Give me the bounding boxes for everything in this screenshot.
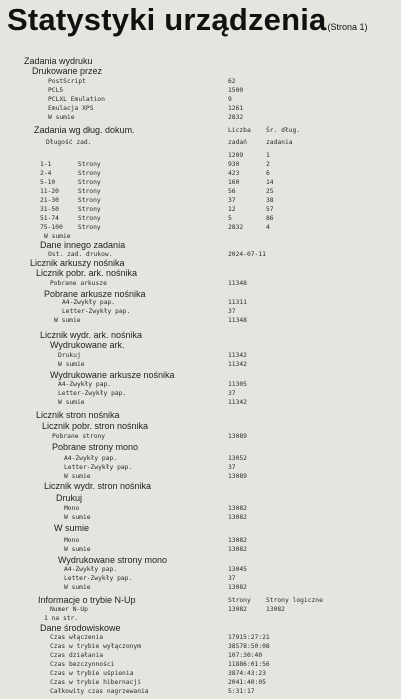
stat-label: 1-1 Strony	[40, 161, 101, 168]
stat-row	[0, 432, 401, 441]
stat-value: 1500	[228, 87, 244, 94]
stat-label: Letter-Zwykły pap.	[64, 464, 133, 471]
stat-value: 13082	[228, 537, 247, 544]
stat-row	[0, 454, 401, 463]
stat-value-secondary: zadania	[266, 139, 293, 146]
stat-value: 11342	[228, 361, 247, 368]
stat-value: 13089	[228, 433, 247, 440]
stat-value-secondary: 1	[266, 152, 270, 159]
stat-value: 930	[228, 161, 240, 168]
stat-row	[0, 545, 401, 554]
stat-row	[0, 151, 401, 160]
stat-row	[0, 660, 401, 669]
section-heading: Zadania wydruku	[24, 56, 93, 66]
stat-label: W sumie	[64, 514, 91, 521]
stat-value-secondary: 38	[266, 197, 274, 204]
stat-label: Letter-Zwykły pap.	[64, 575, 133, 582]
stat-label: Letter-Zwykły pap.	[58, 390, 127, 397]
page-number-label: (Strona 1)	[327, 22, 368, 32]
stat-row	[0, 113, 401, 122]
stat-label: Drukuj	[58, 352, 81, 359]
page-title	[7, 2, 368, 38]
stat-value: 11305	[228, 381, 247, 388]
stat-value: 13082	[228, 584, 247, 591]
stat-row	[0, 138, 401, 147]
stat-value: 12	[228, 206, 236, 213]
stat-row	[0, 605, 401, 614]
stat-label: A4-Zwykły pap.	[58, 381, 112, 388]
stat-value: 1209	[228, 152, 244, 159]
stat-label: 5-10 Strony	[40, 179, 101, 186]
stat-value: 38578:50:08	[228, 643, 270, 650]
stat-label: Długość zad.	[46, 139, 92, 146]
stat-value: 62	[228, 78, 236, 85]
stat-value: 37	[228, 575, 236, 582]
stat-row	[0, 104, 401, 113]
section-heading-row	[0, 443, 401, 452]
section-heading-row	[0, 241, 401, 250]
section-heading: Licznik wydr. ark. nośnika	[40, 330, 143, 340]
stat-label: W sumie	[58, 361, 85, 368]
stat-value: 11342	[228, 352, 247, 359]
stat-value: Liczba	[228, 127, 251, 134]
stat-value: 11348	[228, 280, 247, 287]
stat-label: Mono	[64, 505, 80, 512]
section-heading-row	[0, 422, 401, 431]
stat-value-secondary: 25	[266, 188, 274, 195]
section-heading-row	[0, 126, 401, 135]
section-heading: Dane innego zadania	[40, 240, 126, 250]
stat-value: 37	[228, 464, 236, 471]
stat-row	[0, 633, 401, 642]
stat-row	[0, 669, 401, 678]
stat-label: Pobrane arkusze	[50, 280, 107, 287]
stat-row	[0, 223, 401, 232]
stat-row	[0, 196, 401, 205]
stat-value: 11348	[228, 317, 247, 324]
section-heading: W sumie	[54, 523, 90, 533]
stat-row	[0, 298, 401, 307]
stat-row	[0, 389, 401, 398]
stat-value: 5:31:17	[228, 688, 255, 695]
section-heading-row	[0, 67, 401, 76]
stat-row	[0, 205, 401, 214]
stat-value: 11342	[228, 399, 247, 406]
stat-value: 2024-07-11	[228, 251, 266, 258]
stat-label: PCLXL Emulation	[48, 96, 105, 103]
section-heading-row	[0, 269, 401, 278]
stat-row	[0, 687, 401, 696]
stat-value: 13089	[228, 473, 247, 480]
stat-value: 9	[228, 96, 232, 103]
stat-value: 13082	[228, 606, 247, 613]
section-heading: Wydrukowane arkusze nośnika	[50, 370, 175, 380]
stat-value: 37	[228, 308, 236, 315]
stat-label: W sumie	[54, 317, 81, 324]
stat-row	[0, 360, 401, 369]
stat-label: Ost. zad. drukow.	[48, 251, 113, 258]
stat-row	[0, 463, 401, 472]
stat-row	[0, 351, 401, 360]
stat-label: W sumie	[48, 114, 75, 121]
stat-value: 1261	[228, 105, 244, 112]
stat-label: 1 na str.	[44, 615, 79, 622]
stat-row	[0, 380, 401, 389]
stat-label: Pobrane strony	[52, 433, 106, 440]
stat-row	[0, 77, 401, 86]
stat-label: W sumie	[58, 399, 85, 406]
section-heading-row	[0, 371, 401, 380]
section-heading: Drukowane przez	[32, 66, 103, 76]
stat-value-secondary: 57	[266, 206, 274, 213]
stat-row	[0, 536, 401, 545]
stat-label: W sumie	[64, 473, 91, 480]
section-heading-row	[0, 556, 401, 565]
stat-value: 423	[228, 170, 240, 177]
section-heading: Zadania wg dług. dokum.	[34, 125, 135, 135]
stat-value-secondary: Śr. dług.	[266, 127, 301, 134]
stat-label: PCL5	[48, 87, 64, 94]
stat-row	[0, 95, 401, 104]
stat-row	[0, 574, 401, 583]
stat-value: 37	[228, 390, 236, 397]
stat-row	[0, 583, 401, 592]
stat-row	[0, 279, 401, 288]
stat-label: W sumie	[64, 584, 91, 591]
stat-value: 13082	[228, 514, 247, 521]
stat-value: 56	[228, 188, 236, 195]
stat-label: 21-30 Strony	[40, 197, 101, 204]
stat-row	[0, 513, 401, 522]
stat-label: 11-20 Strony	[40, 188, 101, 195]
stat-label: 2-4 Strony	[40, 170, 101, 177]
stat-value: 11886:01:56	[228, 661, 270, 668]
stat-label: Emulacja XPS	[48, 105, 94, 112]
stat-label: A4-Zwykły pap.	[62, 299, 116, 306]
stat-value: 17915:27:21	[228, 634, 270, 641]
section-heading-row	[0, 259, 401, 268]
section-heading-row	[0, 341, 401, 350]
stat-value-secondary: 13082	[266, 606, 285, 613]
stat-label: 75-100 Strony	[40, 224, 101, 231]
stat-row	[0, 651, 401, 660]
stat-label: Czas w trybie wyłączonym	[50, 643, 141, 650]
stat-value: 2832	[228, 114, 244, 121]
stat-value: 13082	[228, 546, 247, 553]
section-heading: Licznik wydr. stron nośnika	[44, 481, 152, 491]
stat-value-secondary: 14	[266, 179, 274, 186]
stat-row	[0, 565, 401, 574]
stat-label: Czas działania	[50, 652, 104, 659]
stat-label: Czas włączenia	[50, 634, 104, 641]
stat-value: 13082	[228, 505, 247, 512]
stat-row	[0, 504, 401, 513]
stat-value: 37	[228, 197, 236, 204]
section-heading-row	[0, 596, 401, 605]
section-heading: Pobrane arkusze nośnika	[44, 289, 146, 299]
stat-value-secondary: 86	[266, 215, 274, 222]
section-heading-row	[0, 482, 401, 491]
stat-value: 13045	[228, 566, 247, 573]
section-heading: Drukuj	[56, 493, 83, 503]
stat-label: Czas bezczynności	[50, 661, 115, 668]
stat-row	[0, 398, 401, 407]
stat-row	[0, 169, 401, 178]
stat-value: 11311	[228, 299, 247, 306]
section-heading: Licznik pobr. stron nośnika	[42, 421, 149, 431]
stat-label: Letter-Zwykły pap.	[62, 308, 131, 315]
stat-row	[0, 86, 401, 95]
stat-value: 160	[228, 179, 240, 186]
page-title-text: Statystyki urządzenia	[7, 2, 327, 37]
stat-value: 2041:40:05	[228, 679, 266, 686]
stat-value: 107:30:40	[228, 652, 263, 659]
section-heading-row	[0, 331, 401, 340]
stat-row	[0, 160, 401, 169]
section-heading: Pobrane strony mono	[52, 442, 139, 452]
section-heading-row	[0, 57, 401, 66]
stat-value-secondary: 2	[266, 161, 270, 168]
stat-label: A4-Zwykły pap.	[64, 455, 118, 462]
stat-label: Całkowity czas nagrzewania	[50, 688, 149, 695]
section-heading: Licznik pobr. ark. nośnika	[36, 268, 138, 278]
section-heading-row	[0, 494, 401, 503]
section-heading-row	[0, 624, 401, 633]
stat-row	[0, 316, 401, 325]
stat-value: 3874:43:23	[228, 670, 266, 677]
stat-row	[0, 642, 401, 651]
section-heading-row	[0, 524, 401, 533]
stat-label: 31-50 Strony	[40, 206, 101, 213]
stat-label: Mono	[64, 537, 80, 544]
section-heading: Informacje o trybie N-Up	[38, 595, 136, 605]
stat-value: Strony	[228, 597, 251, 604]
stat-value: 5	[228, 215, 232, 222]
stat-label: Czas w trybie uśpienia	[50, 670, 134, 677]
stat-label: Numer N-Up	[50, 606, 88, 613]
stat-label: A4-Zwykły pap.	[64, 566, 118, 573]
stat-label: W sumie	[64, 546, 91, 553]
section-heading: Wydrukowane strony mono	[58, 555, 167, 565]
section-heading-row	[0, 411, 401, 420]
stat-label: PostScript	[48, 78, 86, 85]
stat-row	[0, 472, 401, 481]
stat-row	[0, 307, 401, 316]
section-heading: Licznik arkuszy nośnika	[30, 258, 125, 268]
section-heading: Dane środowiskowe	[40, 623, 121, 633]
stat-label: Czas w trybie hibernacji	[50, 679, 141, 686]
stat-row	[0, 178, 401, 187]
stat-value: 2832	[228, 224, 244, 231]
section-heading: Wydrukowane ark.	[50, 340, 125, 350]
stat-value: zadań	[228, 139, 247, 146]
stat-label: W sumie	[44, 233, 71, 240]
stat-row	[0, 614, 401, 623]
stat-value: 13052	[228, 455, 247, 462]
stat-row	[0, 214, 401, 223]
stat-value-secondary: 4	[266, 224, 270, 231]
stat-value-secondary: 6	[266, 170, 270, 177]
stat-value-secondary: Strony logiczne	[266, 597, 323, 604]
stat-row	[0, 678, 401, 687]
section-heading: Licznik stron nośnika	[36, 410, 120, 420]
stat-label: 51-74 Strony	[40, 215, 101, 222]
stat-row	[0, 187, 401, 196]
